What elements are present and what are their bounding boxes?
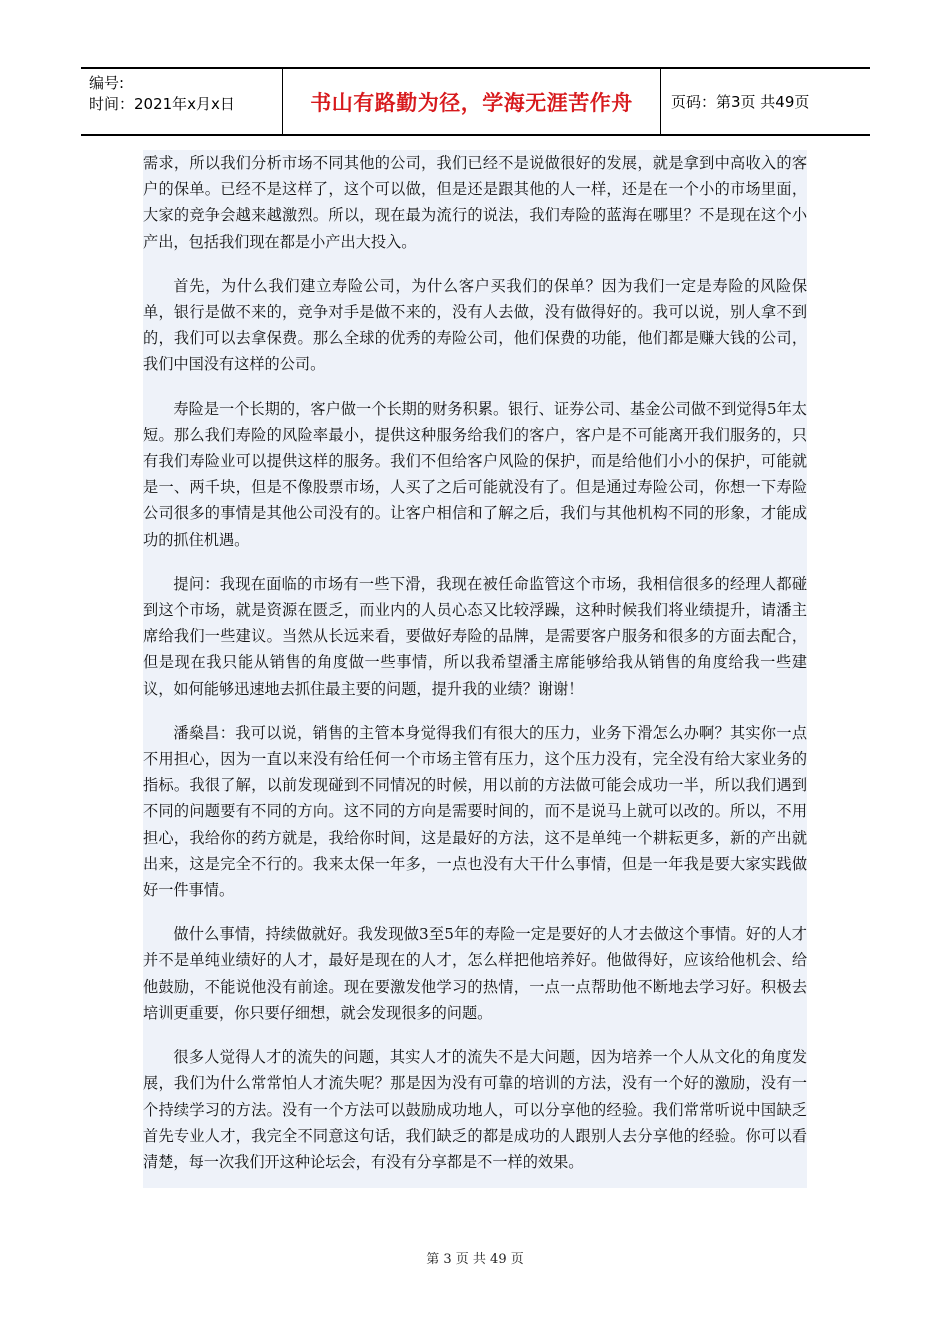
body-paragraph: 提问：我现在面临的市场有一些下滑，我现在被任命监管这个市场，我相信很多的经理人都碰到这个市场，就是资源在匮乏，而业内的人员心态又比较浮躁，这种时候我们将业绩提升，请潘主席给我们一些建议。当然从长远来看，要做好寿险的品牌，是需要客户服务和很多的方面去配合，但是现在我只能从销售的角度做一些事情，所以我希望潘主席能够给我从销售的角度给我一些建议，如何能够迅速地去抓住最主要的问题，提升我的业绩？谢谢！ — [143, 574, 807, 698]
header-page-info: 页码：第3页 共49页 — [671, 93, 810, 111]
body-paragraph: 潘燊昌：我可以说，销售的主管本身觉得我们有很大的压力，业务下滑怎么办啊？其实你一点不用担心，因为一直以来没有给任何一个市场主管有压力，这个压力没有，完全没有给大家业务的指标。我很了解，以前发现碰到不同情况的时候，用以前的方法做可能会成功一半，所以我们遇到不同的问题要有不同的方向。这不同的方向是需要时间的，而不是说马上就可以改的。所以，不用担心，我给你的药方就是，我给你时间，这是最好的方法，这不是单纯一个耕耘更多，新的产出就出来，这是完全不行的。我来太保一年多，一点也没有大干什么事情，但是一年我是要大家实践做好一件事情。 — [143, 723, 807, 900]
document-number-label: 编号: — [89, 74, 125, 92]
document-body — [143, 150, 807, 1188]
body-paragraph: 首先，为什么我们建立寿险公司，为什么客户买我们的保单？因为我们一定是寿险的风险保单，银行是做不来的，竞争对手是做不来的，没有人去做，没有做得好的。我可以说，别人拿不到的，我们可以去拿保费。那么全球的优秀的寿险公司，他们保费的功能，他们都是赚大钱的公司，我们中国没有这样的公司。 — [143, 276, 807, 374]
page-footer: 第 3 页 共 49 页 — [426, 1252, 524, 1267]
body-paragraph: 寿险是一个长期的，客户做一个长期的财务积累。银行、证券公司、基金公司做不到觉得5年太短。那么我们寿险的风险率最小，提供这种服务给我们的客户，客户是不可能离开我们服务的，只有我们寿险业可以提供这样的服务。我们不但给客户风险的保护，而是给他们小小的保护，可能就是一、两千块，但是不像股票市场，人买了之后可能就没有了。但是通过寿险公司，你想一下寿险公司很多的事情是其他公司没有的。让客户相信和了解之后，我们与其他机构不同的形象，才能成功的抓住机遇。 — [143, 399, 807, 549]
page-header — [81, 67, 870, 136]
body-paragraph: 做什么事情，持续做就好。我发现做3至5年的寿险一定是要好的人才去做这个事情。好的人才并不是单纯业绩好的人才，最好是现在的人才，怎么样把他培养好。他做得好，应该给他机会、给他鼓励，不能说他没有前途。现在要激发他学习的热情，一点一点帮助他不断地去学习好。积极去培训更重要，你只要仔细想，就会发现很多的问题。 — [143, 925, 807, 1022]
header-motto: 书山有路勤为径，学海无涯苦作舟 — [283, 69, 661, 134]
body-paragraph: 很多人觉得人才的流失的问题，其实人才的流失不是大问题，因为培养一个人从文化的角度发展，我们为什么常常怕人才流失呢？那是因为没有可靠的培训的方法，没有一个好的激励，没有一个持续学习的方法。没有一个方法可以鼓励成功地人，可以分享他的经验。我们常常听说中国缺乏首先专业人才，我完全不同意这句话，我们缺乏的都是成功的人跟别人去分享他的经验。你可以看清楚，每一次我们开这种论坛会，有没有分享都是不一样的效果。 — [143, 1048, 807, 1171]
body-paragraph: 需求，所以我们分析市场不同其他的公司，我们已经不是说做很好的发展，就是拿到中高收入的客户的保单。已经不是这样了，这个可以做，但是还是跟其他的人一样，还是在一个小的市场里面，大家的竞争会越来越激烈。所以，现在最为流行的说法，我们寿险的蓝海在哪里？不是现在这个小产出，包括我们现在都是小产出大投入。 — [143, 154, 807, 251]
document-time-label: 时间：2021年x月x日 — [89, 95, 235, 113]
header-meta — [81, 69, 283, 134]
